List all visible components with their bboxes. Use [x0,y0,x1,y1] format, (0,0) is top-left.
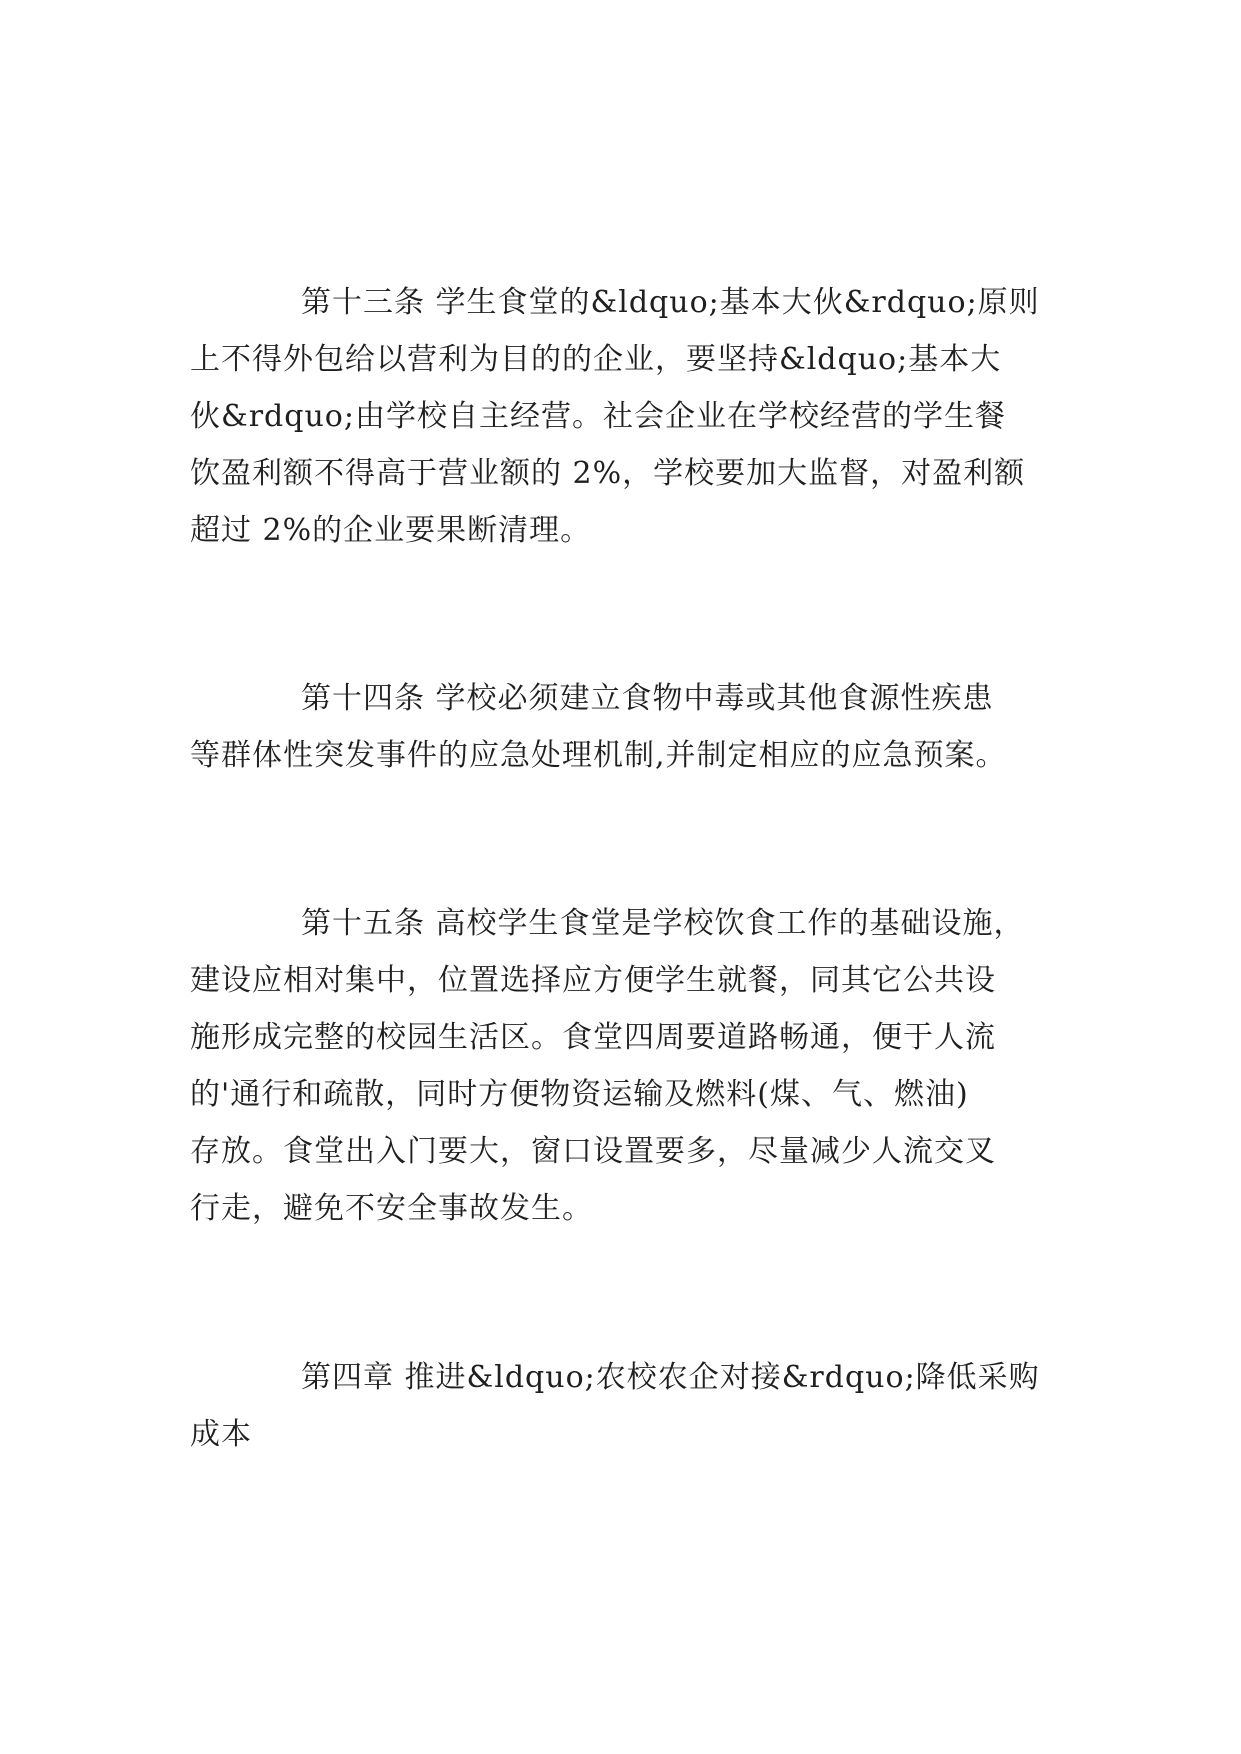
article-13-line-4: 饮盈利额不得高于营业额的 2%，学校要加大监督，对盈利额 [190,456,1026,491]
article-14-line-2: 等群体性突发事件的应急处理机制,并制定相应的应急预案。 [190,738,1007,773]
article-15-line-4: 的'通行和疏散，同时方便物资运输及燃料(煤、气、燃油) [190,1077,969,1112]
chapter-4-heading-line-2: 成本 [190,1417,252,1452]
article-15-line-1: 第十五条 高校学生食堂是学校饮食工作的基础设施， [301,906,1025,941]
article-13-line-5: 超过 2%的企业要果断清理。 [190,513,592,548]
article-14-line-1: 第十四条 学校必须建立食物中毒或其他食源性疾患 [301,681,994,716]
article-13-line-2: 上不得外包给以营利为目的的企业，要坚持&ldquo;基本大 [190,342,1002,377]
article-15-line-3: 施形成完整的校园生活区。食堂四周要道路畅通，便于人流 [190,1020,996,1055]
article-15-line-5: 存放。食堂出入门要大，窗口设置要多，尽量减少人流交叉 [190,1134,996,1169]
article-15-line-2: 建设应相对集中，位置选择应方便学生就餐，同其它公共设 [190,963,996,998]
article-15-line-6: 行走，避免不安全事故发生。 [190,1191,593,1226]
chapter-4-heading-line-1: 第四章 推进&ldquo;农校农企对接&rdquo;降低采购 [301,1360,1040,1395]
article-13-line-1: 第十三条 学生食堂的&ldquo;基本大伙&rdquo;原则 [301,285,1040,320]
article-13-line-3: 伙&rdquo;由学校自主经营。社会企业在学校经营的学生餐 [190,399,1006,434]
